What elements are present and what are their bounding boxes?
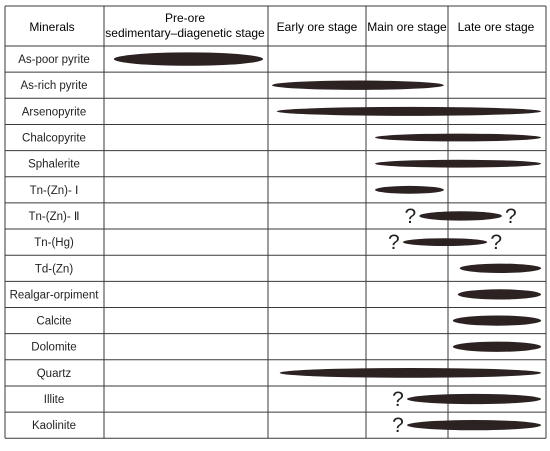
mineral-label: Kaolinite [31, 420, 77, 433]
stage-duration-bar [403, 238, 487, 246]
mineral-row [22, 106, 541, 118]
stage-duration-bar [407, 394, 541, 404]
mineral-label: Tn-(Hg) [34, 237, 74, 250]
uncertain-start-marker: ? [392, 414, 404, 438]
mineral-row [22, 133, 541, 145]
mineral-row [28, 205, 516, 228]
mineral-row [28, 159, 541, 171]
stage-duration-bar [114, 52, 263, 65]
mineral-row [35, 263, 541, 275]
stage-duration-bar [280, 368, 541, 378]
mineral-label: Illite [43, 394, 65, 407]
mineral-row [37, 368, 541, 380]
stage-duration-bar [277, 107, 541, 116]
mineral-label: Calcite [36, 315, 72, 328]
uncertain-start-marker: ? [392, 388, 404, 412]
mineral-label: Tn-(Zn)- Ⅰ [29, 184, 79, 197]
mineral-label: Realgar-orpiment [9, 289, 99, 302]
stage-duration-bar [458, 289, 541, 299]
mineral-row [36, 315, 541, 327]
stage-duration-bar [272, 81, 444, 90]
mineral-label: Quartz [36, 367, 72, 380]
mineral-label: Chalcopyrite [22, 132, 86, 145]
uncertain-end-marker: ? [505, 204, 517, 228]
mineral-row [31, 342, 541, 354]
stage-duration-bar [460, 264, 541, 273]
uncertain-start-marker: ? [404, 204, 417, 228]
header-minerals: Minerals [29, 20, 75, 34]
mineral-label: Sphalerite [28, 158, 80, 171]
uncertain-end-marker: ? [490, 231, 503, 255]
header-pre-ore-stage-line2: sedimentary–diagenetic stage [105, 26, 265, 40]
stage-duration-bar [453, 342, 541, 352]
mineral-row [20, 80, 443, 92]
table-header [29, 11, 534, 40]
mineral-row [18, 52, 263, 66]
stage-duration-bar [375, 134, 541, 142]
header-late-ore-stage: Late ore stage [457, 20, 535, 34]
mineral-label: Arsenopyrite [21, 106, 87, 119]
mineral-row [30, 185, 444, 197]
stage-duration-bar [419, 211, 502, 220]
uncertain-start-marker: ? [388, 231, 400, 255]
mineral-rows [10, 52, 542, 437]
mineral-label: Dolomite [31, 341, 77, 354]
header-pre-ore-stage-line1: Pre-ore [164, 11, 206, 25]
header-main-ore-stage: Main ore stage [367, 20, 447, 34]
mineral-row [44, 388, 541, 411]
mineral-label: Tn-(Zn)- Ⅱ [28, 210, 80, 223]
mineral-label: Td-(Zn) [34, 263, 74, 276]
header-early-ore-stage: Early ore stage [276, 20, 358, 34]
mineral-label: As-poor pyrite [18, 54, 90, 67]
stage-duration-bar [407, 420, 541, 430]
mineral-row [10, 289, 542, 301]
stage-duration-bar [375, 160, 541, 168]
mineral-row [32, 414, 541, 437]
stage-duration-bar [453, 315, 541, 325]
stage-duration-bar [375, 186, 444, 194]
mineral-label: As-rich pyrite [20, 80, 88, 93]
